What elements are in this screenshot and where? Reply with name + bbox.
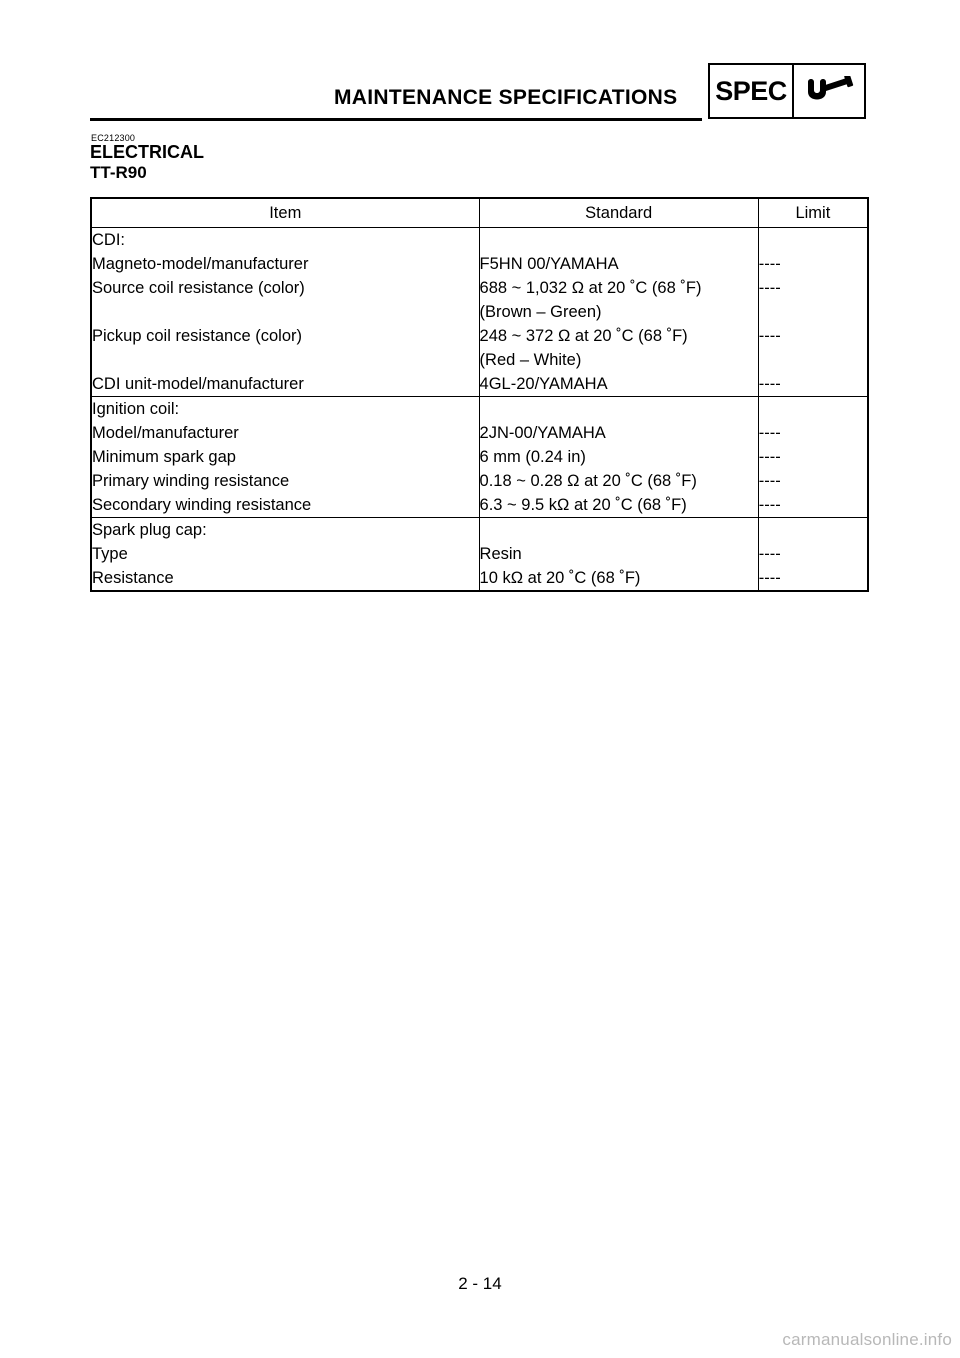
empty-cell [758, 228, 868, 253]
empty-cell [479, 518, 758, 543]
item-cell: Magneto-model/manufacturer [91, 252, 479, 276]
item-cell: Model/manufacturer [91, 421, 479, 445]
standard-line: 248 ~ 372 Ω at 20 ˚C (68 ˚F) [479, 327, 688, 345]
group-label-row [91, 518, 868, 543]
spec-table [90, 197, 869, 592]
spec-label: SPEC [710, 65, 794, 117]
limit-cell: ---- [758, 375, 781, 393]
table-group [91, 518, 868, 592]
limit-cell: ---- [758, 496, 781, 514]
group-label-row [91, 397, 868, 422]
model-title: TT-R90 [90, 163, 147, 182]
table-row [91, 566, 868, 591]
standard-line: (Red – White) [479, 351, 582, 369]
standard-line: 4GL-20/YAMAHA [479, 375, 608, 393]
table-group [91, 228, 868, 397]
table-row [91, 542, 868, 566]
item-cell: Primary winding resistance [91, 469, 479, 493]
section-code: EC212300 [91, 133, 136, 143]
item-cell: Resistance [91, 566, 479, 591]
limit-cell: ---- [758, 279, 781, 297]
table-row [91, 372, 868, 397]
watermark: carmanualsonline.info [782, 1330, 952, 1349]
limit-cell: ---- [758, 255, 781, 273]
standard-line: Resin [479, 545, 522, 563]
page-number: 2 - 14 [458, 1274, 502, 1293]
item-cell: Type [91, 542, 479, 566]
empty-cell [758, 518, 868, 543]
standard-cell [479, 421, 758, 445]
header-item: Item [91, 198, 479, 228]
group-label: Spark plug cap: [91, 518, 479, 543]
standard-line: 0.18 ~ 0.28 Ω at 20 ˚C (68 ˚F) [479, 472, 697, 490]
header-title: MAINTENANCE SPECIFICATIONS [334, 86, 678, 109]
table-row [91, 276, 868, 324]
table-row [91, 421, 868, 445]
standard-line: 2JN-00/YAMAHA [479, 424, 606, 442]
group-label: Ignition coil: [91, 397, 479, 422]
table-row [91, 469, 868, 493]
limit-cell: ---- [758, 448, 781, 466]
standard-cell [479, 542, 758, 566]
item-cell: Source coil resistance (color) [91, 276, 479, 324]
item-cell: Secondary winding resistance [91, 493, 479, 518]
table-row [91, 493, 868, 518]
standard-line: F5HN 00/YAMAHA [479, 255, 619, 273]
limit-cell: ---- [758, 424, 781, 442]
standard-cell [479, 276, 758, 324]
standard-line: 6 mm (0.24 in) [479, 448, 586, 466]
header-limit: Limit [758, 198, 868, 228]
item-cell: CDI unit-model/manufacturer [91, 372, 479, 397]
standard-cell [479, 566, 758, 591]
empty-cell [479, 397, 758, 422]
spec-box [708, 63, 866, 119]
limit-cell: ---- [758, 545, 781, 563]
item-cell: Minimum spark gap [91, 445, 479, 469]
item-cell: Pickup coil resistance (color) [91, 324, 479, 372]
limit-cell: ---- [758, 472, 781, 490]
standard-cell [479, 324, 758, 372]
wrench-icon-svg [804, 76, 854, 106]
limit-cell: ---- [758, 327, 781, 345]
standard-cell [479, 445, 758, 469]
table-row [91, 252, 868, 276]
table-header-row [91, 198, 868, 228]
wrench-icon [794, 65, 864, 117]
standard-cell [479, 493, 758, 518]
standard-line: (Brown – Green) [479, 303, 602, 321]
standard-line: 688 ~ 1,032 Ω at 20 ˚C (68 ˚F) [479, 279, 702, 297]
group-label-row [91, 228, 868, 253]
table-row [91, 324, 868, 372]
table-group [91, 397, 868, 518]
standard-line: 10 kΩ at 20 ˚C (68 ˚F) [479, 569, 641, 587]
section-title: ELECTRICAL [90, 142, 204, 162]
standard-cell [479, 252, 758, 276]
standard-line: 6.3 ~ 9.5 kΩ at 20 ˚C (68 ˚F) [479, 496, 687, 514]
limit-cell: ---- [758, 569, 781, 587]
header-standard: Standard [479, 198, 758, 228]
empty-cell [479, 228, 758, 253]
header-rule [90, 118, 702, 121]
standard-cell [479, 372, 758, 397]
standard-cell [479, 469, 758, 493]
table-row [91, 445, 868, 469]
empty-cell [758, 397, 868, 422]
group-label: CDI: [91, 228, 479, 253]
